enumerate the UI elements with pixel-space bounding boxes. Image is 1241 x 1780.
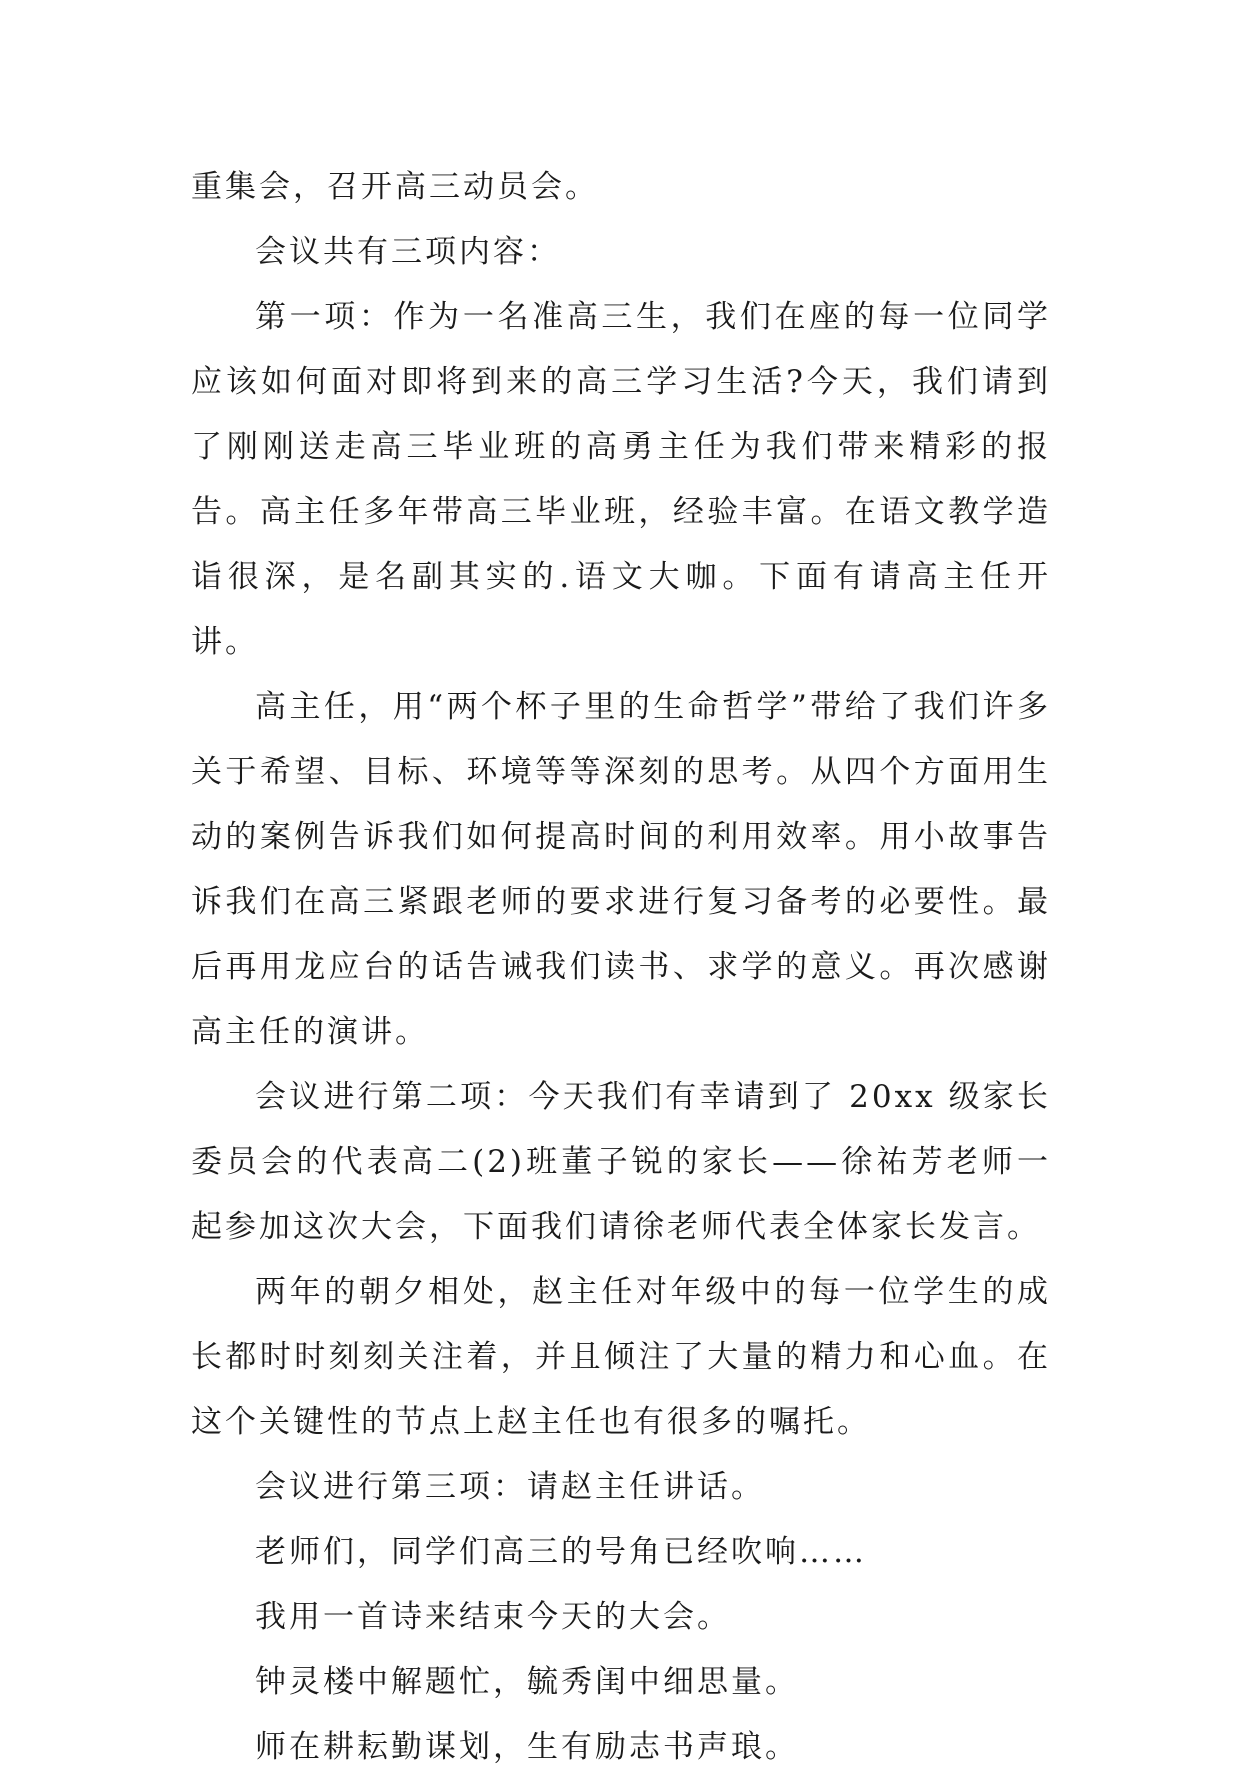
document-body [191, 155, 1051, 1780]
paragraph-6: 两年的朝夕相处，赵主任对年级中的每一位学生的成长都时时刻刻关注着，并且倾注了大量的精力和心血。在这个关键性的节点上赵主任也有很多的嘱托。 [191, 1274, 1051, 1440]
paragraph-2: 会议共有三项内容： [255, 234, 561, 270]
paragraph-5: 会议进行第二项：今天我们有幸请到了 20xx 级家长委员会的代表高二(2)班董子锐的家长——徐祐芳老师一起参加这次大会，下面我们请徐老师代表全体家长发言。 [191, 1079, 1051, 1245]
paragraph-7: 会议进行第三项：请赵主任讲话。 [255, 1469, 765, 1505]
paragraph-9: 我用一首诗来结束今天的大会。 [255, 1599, 731, 1635]
paragraph-8: 老师们，同学们高三的号角已经吹响…… [255, 1534, 867, 1570]
poem-line-2: 师在耕耘勤谋划，生有励志书声琅。 [255, 1729, 799, 1765]
poem-line-1: 钟灵楼中解题忙，毓秀闺中细思量。 [255, 1664, 799, 1700]
paragraph-4: 高主任，用“两个杯子里的生命哲学”带给了我们许多关于希望、目标、环境等等深刻的思考。从四个方面用生动的案例告诉我们如何提高时间的利用效率。用小故事告诉我们在高三紧跟老师的要求进行复习备考的必要性。最后再用龙应台的话告诫我们读书、求学的意义。再次感谢高主任的演讲。 [191, 689, 1051, 1050]
paragraph-1: 重集会，召开高三动员会。 [191, 169, 599, 205]
paragraph-3: 第一项：作为一名准高三生，我们在座的每一位同学应该如何面对即将到来的高三学习生活?今天，我们请到了刚刚送走高三毕业班的高勇主任为我们带来精彩的报告。高主任多年带高三毕业班，经验丰富。在语文教学造诣很深，是名副其实的.语文大咖。下面有请高主任开讲。 [191, 299, 1051, 660]
